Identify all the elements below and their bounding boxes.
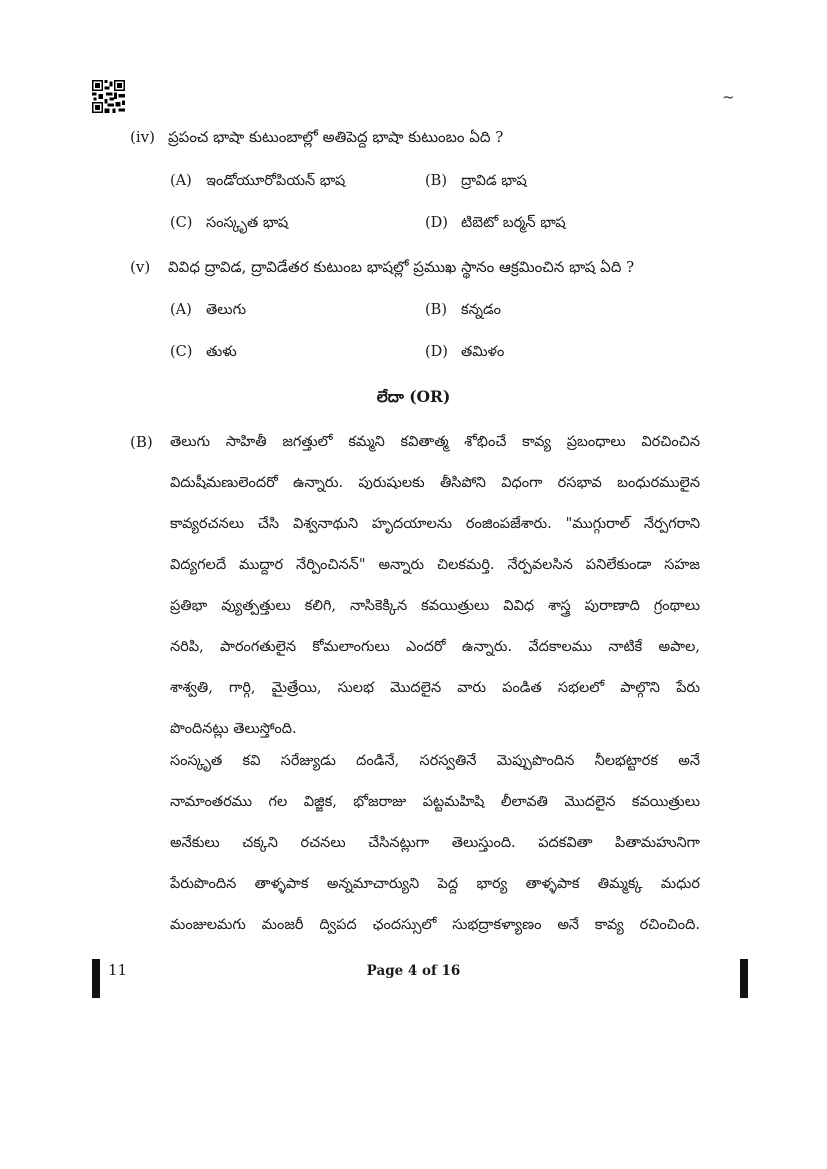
paragraph-line: శాశ్వతి, గార్గి, మైత్రేయి, సులభ మొదలైన వారు పండిత సభలలో పాల్గొని పేరు [170,680,700,696]
paragraph-line: సంస్కృత కవి సరేజ్యుడు దండినే, సరస్వతినే మెప్పుపొందిన నీలభట్టారక అనే [170,753,700,769]
paragraph-line: మంజులమగు మంజరీ ద్విపద ఛందస్సులో సుభద్రాకళ్యాణం అనే కావ్య రచించింది. [170,917,700,933]
paragraph-line: విద్యగలదే ముద్దార నేర్పించినన్" అన్నారు చిలకమర్తి. నేర్పవలసిన పనిలేకుండా సహజ [170,557,700,573]
option-v-a [170,302,246,322]
paragraph-line: నామాంతరము గల విజ్జిక, భోజరాజు పట్టమహిషి లీలావతి మొదలైన కవయిత్రులు [170,794,700,810]
question-number: (v) [130,258,151,276]
option-label: (D) [425,215,448,231]
option-v-c [170,344,237,364]
qr-code-icon [92,80,125,113]
option-text: టిబెటో బర్మన్ భాష [461,215,566,231]
option-iv-d [425,215,566,235]
option-label: (A) [170,173,192,189]
paragraph-line: నరిపి, పారంగతులైన కోమలాంగులు ఎందరో ఉన్నారు. వేదకాలము నాటికే అపాల, [170,639,700,655]
option-label: (A) [170,302,192,318]
paragraph-2 [170,741,700,946]
option-v-b [425,302,501,322]
footer-right-bar [740,959,748,998]
option-text: తుళు [206,344,237,360]
question-v [130,258,634,280]
option-text: ఇండోయూరోపియన్ భాష [206,173,346,189]
question-number: (iv) [130,128,155,146]
option-label: (C) [170,215,193,231]
section-b-label: (B) [130,433,153,451]
page-indicator: Page 4 of 16 [366,963,461,979]
page-number: 11 [108,961,128,979]
paragraph-line: కావ్యరచనలు చేసి విశ్వనాథుని హృదయాలను రంజింపజేశారు. "ముగ్గురాల్ నేర్పగరాని [170,516,700,532]
header-tilde: ~ [722,88,735,106]
paragraph-line: పేరుపొందిన తాళ్ళపాక అన్నమాచార్యుని పెద్ద భార్య తాళ్ళపాక తిమ్మక్క మధుర [170,876,700,892]
option-label: (C) [170,344,193,360]
question-text: ప్రపంచ భాషా కుటుంబాల్లో అతిపెద్ద భాషా కుటుంబం ఏది ? [168,128,504,146]
question-iv [130,128,503,150]
paragraph-line: విదుషీమణులెందరో ఉన్నారు. పురుషులకు తీసిపోని విధంగా రసభావ బంధురములైన [170,475,700,491]
option-label: (B) [425,302,447,318]
option-text: సంస్కృత భాష [206,215,289,231]
option-text: కన్నడం [461,302,501,318]
option-iv-c [170,215,288,235]
question-text: వివిధ ద్రావిడ, ద్రావిడేతర కుటుంబ భాషల్లో ప్రముఖ స్థానం ఆక్రమించిన భాష ఏది ? [168,258,635,276]
or-heading: లేదా (OR) [376,387,451,406]
option-label: (D) [425,344,448,360]
paragraph-line: ప్రతిభా వ్యుత్పత్తులు కలిగి, నాసికెక్కిన కవయిత్రులు వివిధ శాస్త్ర పురాణాది గ్రంథాలు [170,598,700,614]
option-text: తమిళం [461,344,505,360]
paragraph-line: పొందినట్లు తెలుస్తోంది. [170,721,297,737]
option-iv-b [425,173,527,193]
option-text: తెలుగు [206,302,247,318]
paragraph-line: తెలుగు సాహితీ జగత్తులో కమ్మని కవితాత్మ శోభించే కావ్య ప్రబంధాలు విరచించిన [170,434,700,450]
option-text: ద్రావిడ భాష [461,173,527,189]
paragraph-1 [170,422,700,750]
option-v-d [425,344,504,364]
option-label: (B) [425,173,447,189]
option-iv-a [170,173,345,193]
paragraph-line: అనేకులు చక్కని రచనలు చేసినట్లుగా తెలుస్తుంది. పదకవితా పితామహునిగా [170,835,700,851]
